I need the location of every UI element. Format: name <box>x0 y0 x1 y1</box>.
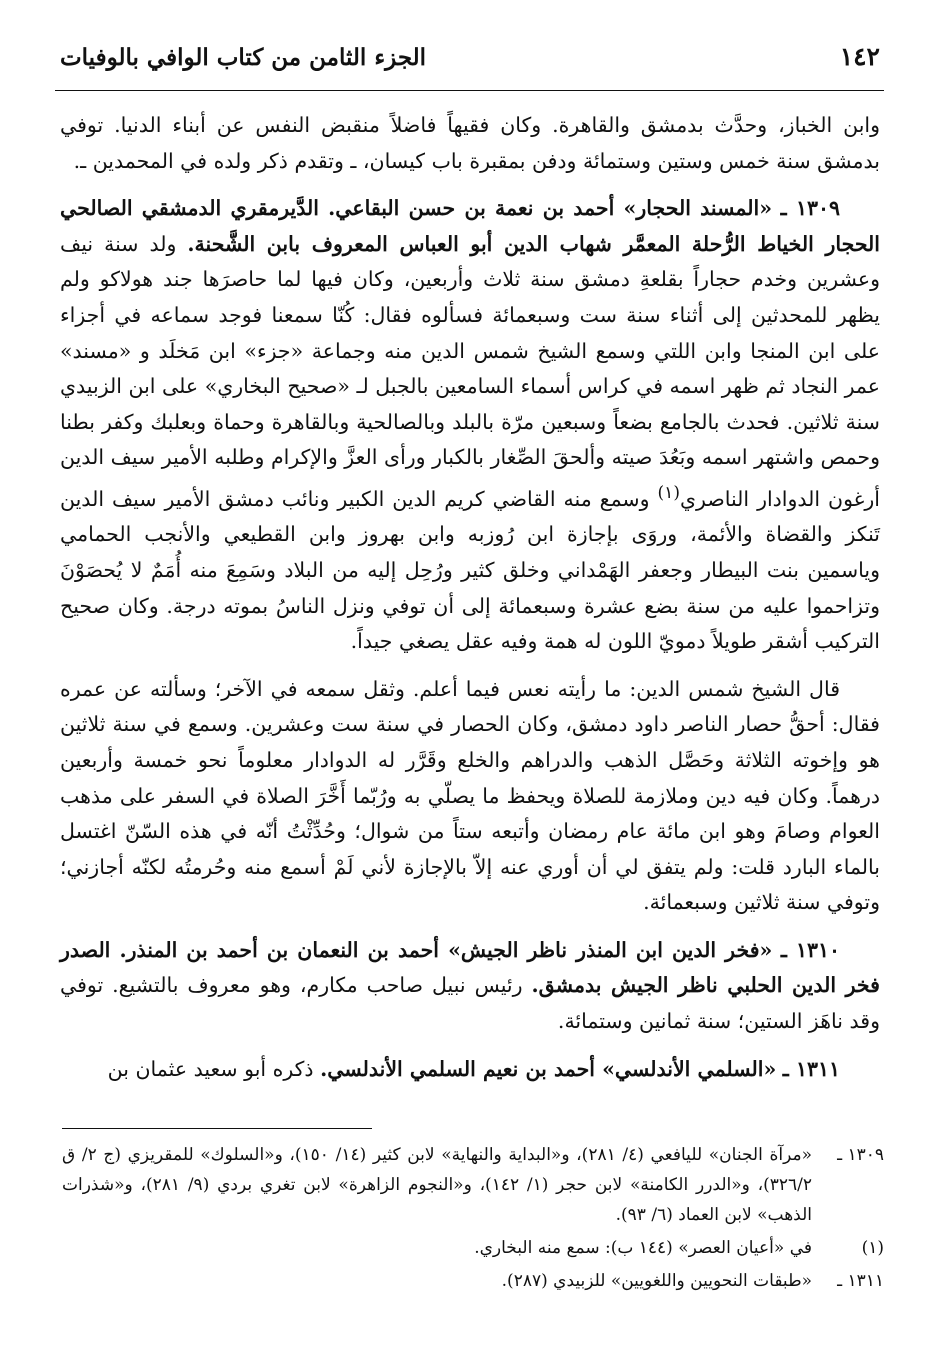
header-rule <box>55 90 884 91</box>
entry-title: «المسند الحجار» أحمد بن نعمة بن حسن البقاعي. الدَّيرمقري الدمشقي الصالحي الحجار الخياط الرُّحلة المعمَّر شهاب الدين أبو العباس المعروف بابن الشَّحنة. <box>60 196 880 256</box>
entry-text: ولد سنة نيف وعشرين وخدم حجاراً بقلعةِ دمشق سنة ثلاث وأربعين، وكان فيها لما حاصرَها جند هولاكو ولم يظهر للمحدثين إلى أثناء سنة ست وسبعمائة فسألوه فقال: كُنّا سمعنا فوجد سماعه في أجزاء على ابن المنجا وابن اللتي وسمع الشيخ شمس الدين منه وجماعة «جزء» ابن مَخلَد و «مسند» عمر النجاد ثم ظهر اسمه في كراس أسماء السامعين بالجبل لـ «صحيح البخاري» على ابن الزبيدي سنة ثلاثين. فحدث بالجامع بضعاً وسبعين مرّة بالبلد وبالصالحية وبالقاهرة وحماة وبعلبك وكفر بطنا وحمص واشتهر اسمه وبَعُدَ صيته وألحقَ الصِّغار بالكبار ورأى العزَّ والإكرام وطلبه الأمير سيف الدين أرغون الدوادار الناصري <box>60 231 881 511</box>
entry-number: ١٣٠٩ ـ <box>780 196 840 221</box>
footnote-marker: (١) <box>657 482 680 503</box>
entry-title: «السلمي الأندلسي» أحمد بن نعيم السلمي الأندلسي. <box>320 1056 777 1081</box>
entry-text: وسمع منه القاضي كريم الدين الكبير ونائب دمشق الأمير سيف الدين تَنكز والقضاة والأئمة، وروَى بإجازة ابن رُوزبه وابن بهروز وابن القطيعي والأنجب الحمامي وياسمين بنت البيطار وجعفر الهَمْداني وخلق كثير ورُحِل إليه من البلاد وسَمِعَ منه أُمَمٌ لا يُحصَوْنَ وتزاحموا عليه من سنة بضع عشرة وسبعمائة إلى أن توفي ونزل الناسُ بموته درجة. وكان صحيح التركيب أشقر طويلاً دمويّ اللون له همة وفيه عقل يصغي جيداً. <box>60 486 880 654</box>
paragraph-intro: وابن الخباز، وحدَّث بدمشق والقاهرة. وكان فقيهاً فاضلاً منقبض النفس عن أبناء الدنيا. توفي بدمشق سنة خمس وستين وستمائة ودفن بمقبرة باب كيسان، ـ وتقدم ذكر ولده في المحمدين ـ. <box>60 113 880 173</box>
entry-1311 <box>60 1052 880 1088</box>
entry-text: رئيس نبيل صاحب مكارم، وهو معروف بالتشيع. توفي وقد ناهَز الستين؛ سنة ثمانين وستمائة. <box>60 973 880 1034</box>
footnote-text: «طبقات النحويين واللغويين» للزبيدي (٢٨٧). <box>501 1271 812 1291</box>
entry-number: ١٣١٠ ـ <box>780 937 840 962</box>
footnote-key: (١) <box>861 1238 884 1258</box>
footnote-key: ١٣١١ ـ <box>837 1271 884 1291</box>
page-header <box>60 42 880 78</box>
footnote-text: في «أعيان العصر» (١٤٤ ب): سمع منه البخاري. <box>474 1238 812 1258</box>
footnote-key: ١٣٠٩ ـ <box>837 1145 884 1165</box>
footnote <box>62 1266 884 1296</box>
paragraph-shams-al-din: قال الشيخ شمس الدين: ما رأيته نعس فيما أعلم. وثقل سمعه في الآخر؛ وسألته عن عمره فقال: أحقُّ حصار الناصر داود دمشق، وكان الحصار في سنة ست وعشرين. وسمع في سنة ثلاثين هو وإخوته الثلاثة وحَصَّل الذهب والدراهم والخلع وقَرَّر له الدوادار معلوماً نحو خمسة وأربعين درهماً. وكان فيه دين وملازمة للصلاة ويحفظ ما يصلّي به ورُبّما أَخَّرَ الصلاة في السفر على مذهب العوام وصامَ وهو ابن مائة عام رمضان وأتبعه ستاً من شوال؛ وحُدِّثْتُ أنّه في هذه السّنّ اغتسل بالماء البارد قلت: ولم يتفق لي أن أوري عنه إلاّ بالإجازة لأني لَمْ أسمع منه وحُرمتُه لكنّه أجازني؛ وتوفي سنة ثلاثين وسبعمائة. <box>60 676 880 915</box>
entry-number: ١٣١١ ـ <box>782 1056 840 1081</box>
footnote-rule <box>62 1128 372 1129</box>
running-title: الجزء الثامن من كتاب الوافي بالوفيات <box>60 44 427 71</box>
footnote <box>62 1233 884 1263</box>
footnote <box>62 1140 884 1230</box>
main-text <box>60 108 880 1087</box>
entry-1310 <box>60 933 880 1040</box>
footnote-text: «مرآة الجنان» لليافعي (٤/ ٢٨١)، و«البداية والنهاية» لابن كثير (١٤/ ١٥٠)، و«السلوك» للمقريزي (ج ٢/ ق ٣٢٦/٢)، و«الدرر الكامنة» لابن حجر (١/ ١٤٢)، و«النجوم الزاهرة» لابن تغري بردي (٩/ ٢٨١)، و«شذرات الذهب» لابن العماد (٦/ ٩٣). <box>62 1145 813 1225</box>
page-number: ١٤٢ <box>839 42 880 71</box>
entry-1309 <box>60 191 880 660</box>
entry-text: ذكره أبو سعيد عثمان بن <box>107 1056 314 1081</box>
entry-title: «فخر الدين ابن المنذر ناظر الجيش» أحمد بن النعمان بن أحمد بن المنذر. الصدر فخر الدين الحلبي ناظر الجيش بدمشق. <box>60 937 880 998</box>
footnotes <box>62 1140 884 1299</box>
